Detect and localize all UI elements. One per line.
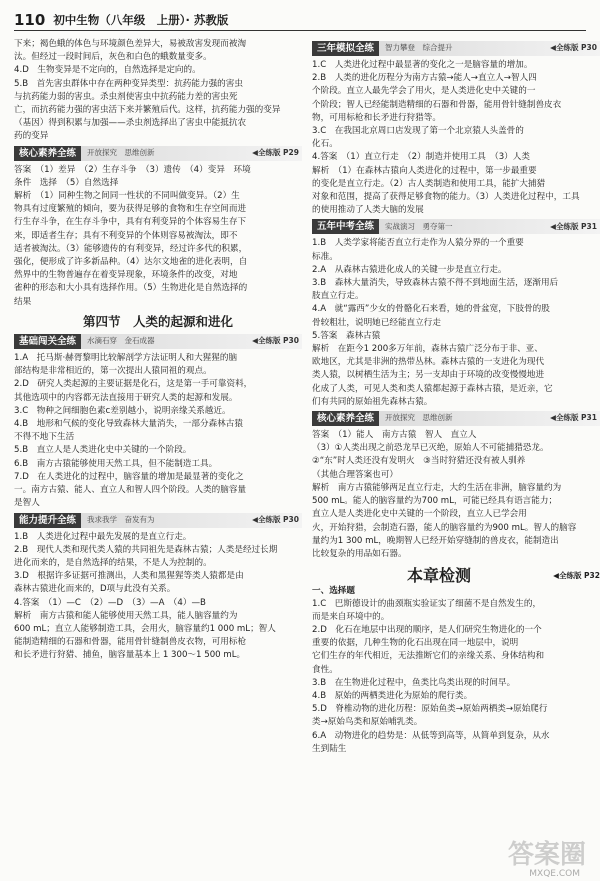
text-line: 肢直立行走。 <box>312 291 364 302</box>
text-line: 一。南方古猿、能人、直立人和智人四个阶段。人类的脑容量 <box>14 485 247 496</box>
text-line: 1.A 托马斯·赫胥黎明比较解剖学方法证明人和大猩猩的脑 <box>14 353 238 364</box>
text-line: 和长矛进行狩猎、捕鱼，脑容量基本上 1 300～1 500 mL。 <box>14 650 246 661</box>
text-line: 6.A 动物进化的趋势是：从低等到高等，从简单到复杂，从水 <box>312 730 550 741</box>
text-line: 解析 （1）在森林古猿向人类进化的过程中，第一步最重要 <box>312 165 537 176</box>
text-line: 5.B 直立人是人类进化史中关键的一个阶段。 <box>14 445 192 456</box>
text-line: 骨较粗壮，说明她已经能直立行走 <box>312 317 441 328</box>
text-line: 适者被淘汰。（3）能够遗传的有利变异，经过许多代的积累， <box>14 243 248 254</box>
text-line: 化成了人类，可见人类和类人猿都起源于森林古猿，是近亲，它 <box>312 383 553 394</box>
text-line: 3.B 在生物进化过程中，鱼类比鸟类出现的时间早。 <box>312 677 516 688</box>
bar-page-ref: ◀全练版 P30 <box>252 514 299 524</box>
bar-title: 核心素养全练 <box>14 146 81 161</box>
answer-block-exam <box>312 237 600 408</box>
text-line: 重要的依据，几种生物的化石出现在同一地层中，说明 <box>312 638 519 649</box>
text-line: 1.C 巴斯德设计的曲颈瓶实验证实了细菌不是自然发生的， <box>312 598 542 609</box>
text-line: 2.B 现代人类和现代类人猿的共同祖先是森林古猿；人类是经过长期 <box>14 544 278 555</box>
text-line: 4.B 地形和气候的变化导致森林大量消失，一部分森林古猿 <box>14 419 243 430</box>
text-line: 1.B 人类学家将能否直立行走作为人猿分界的一个重要 <box>312 238 524 249</box>
page-number: 110 <box>14 11 46 29</box>
section-title: 第四节 人类的起源和进化 <box>82 313 233 329</box>
text-line: 类人猿，以树栖生活为主；另一支却由于环境的改变慢慢地进 <box>312 370 545 381</box>
text-line: （其他合理答案也可） <box>312 469 398 480</box>
left-column <box>14 38 302 663</box>
text-line: 4.D 生物变异是不定向的，自然选择是定向的。 <box>14 65 201 76</box>
bar-title: 核心素养全练 <box>312 411 379 426</box>
text-line: 3.C 物种之间细胞色素c差别越小，说明亲缘关系越近。 <box>14 405 231 416</box>
text-line: 下来；褐色蛾的体色与环境颜色差异大，易被敌害发现而被淘 <box>14 39 247 49</box>
chapter-page-ref: ◀全练版 P32 <box>553 571 600 581</box>
text-line: 5.B 首先害虫群体中存在两种变异类型：抗药能力强的害虫 <box>14 78 243 89</box>
section-bar-three-year <box>312 41 600 56</box>
answer-block-choice <box>312 598 600 755</box>
text-line: 量约为1 300 mL，晚期智人已经开始穿缝制的兽皮衣，能制造出 <box>312 535 559 546</box>
text-line: 2.B 人类的进化历程分为南方古猿→能人→直立人→智人四 <box>312 73 537 84</box>
text-line: 欧地区，尤其是非洲的热带丛林。森林古猿的一支进化为现代 <box>312 357 545 368</box>
bar-title: 三年模拟全练 <box>312 41 379 56</box>
text-line: 其他选项中的内容都无法直接用于研究人类的起源和发展。 <box>14 392 238 403</box>
section-bar-core-literacy-2 <box>312 411 600 426</box>
section-bar-core-literacy <box>14 146 302 161</box>
text-line: 5.答案 森林古猿 <box>312 330 381 341</box>
text-line: 亡，而抗药能力强的害虫活下来并繁殖后代。这样，抗药能力强的变异 <box>14 105 281 116</box>
text-line: 然界中的生物普遍存在着变异现象，环境条件的改变，对地 <box>14 270 238 281</box>
chapter-test-header <box>312 566 600 586</box>
chapter-test-title: 本章检测 <box>407 566 472 586</box>
text-line: 4.答案 （1）直立行走 （2）制造并使用工具 （3）人类 <box>312 152 530 163</box>
answer-block-core <box>14 164 302 308</box>
text-line: 物，可用标枪和长矛进行狩猎等。 <box>312 112 441 123</box>
bar-page-ref: ◀全练版 P31 <box>550 221 597 231</box>
text-line: 直立人是人类进化史中关键的一个阶段，直立人已学会用 <box>312 509 527 520</box>
answer-block-core-2 <box>312 429 600 560</box>
text-line: 解析 （1）同种生物之间同一性状的不同叫做变异。（2）生 <box>14 191 240 202</box>
text-line: 类→原始鸟类和原始哺乳类。 <box>312 717 423 728</box>
text-line: 4.答案 （1）—C （2）—D （3）—A （4）—B <box>14 597 206 608</box>
text-line: 解析 南方古猿和能人能够使用天然工具，能人脑容量约为 <box>14 610 238 621</box>
text-line: 2.D 化石在地层中出现的顺序，是人们研究生物进化的一个 <box>312 624 542 635</box>
text-line: 强化，便形成了许多新品种。（4）达尔文地雀的进化表明，自 <box>14 257 248 268</box>
answer-block-basic <box>14 352 302 509</box>
section-bar-basic <box>14 334 302 349</box>
answer-block-top <box>14 38 302 143</box>
text-line: 2.D 研究人类起源的主要证据是化石，这是第一手可靠资料， <box>14 379 253 390</box>
text-line: 3.C 在我国北京周口店发现了第一个北京猿人头盖骨的 <box>312 126 524 137</box>
text-line: 部结构是非常相近的，第一次提出人猿同祖的观点。 <box>14 366 212 377</box>
bar-page-ref: ◀全练版 P30 <box>252 336 299 346</box>
text-line: 与抗药能力弱的害虫。杀虫剂使害虫中抗药能力差的害虫死 <box>14 91 238 102</box>
text-line: 1.B 人类进化过程中最先发展的是直立行走。 <box>14 531 192 542</box>
section-bar-five-year <box>312 219 600 234</box>
text-line: 1.C 人类进化过程中最显著的变化之一是脑容量的增加。 <box>312 60 533 70</box>
text-line: 标准。 <box>312 251 338 262</box>
text-line: 雀种的形态和大小具有选择作用。（5）生物进化是自然选择的 <box>14 283 248 294</box>
book-title: 初中生物（八年级 上册）· 苏教版 <box>53 13 229 27</box>
bar-title: 基础闯关全练 <box>14 334 81 349</box>
bar-subtitle: 开放探究 思维创新 <box>385 413 453 423</box>
text-line: 解析 南方古猿能够两足直立行走，大约生活在非洲，脑容量约为 <box>312 482 562 493</box>
text-line: 能制造精细的石器和骨器，能用骨针缝制兽皮衣物，可用标枪 <box>14 637 247 648</box>
watermark-logo: 答案圈 <box>507 840 586 870</box>
text-line: 火，开始狩猎，会制造石器，能人的脑容量约为900 mL。智人的脑容 <box>312 522 577 533</box>
text-line: 汰。但经过一段时间后，灰色和白色的蛾数量变多。 <box>14 52 212 63</box>
choice-heading: 一、选择题 <box>312 586 355 597</box>
watermark-url: MXQE.COM <box>529 869 580 879</box>
text-line: （3）①人类出现之前恐龙早已灭绝，原始人不可能捕猎恐龙。 <box>312 443 549 454</box>
text-line: 7.D 在人类进化的过程中，脑容量的增加是最显著的变化之 <box>14 471 244 482</box>
text-line: 不得不地下生活 <box>14 432 75 443</box>
text-line: 对象和范围，提高了获得足够食物的能力。（3）人类进化过程中，工具 <box>312 192 580 203</box>
bar-subtitle: 实战演习 勇夺第一 <box>385 221 453 231</box>
text-line: 3.D 根据许多证据可推测出，人类和黑猩猩等类人猿都是由 <box>14 571 244 582</box>
text-line: 药的变异 <box>14 131 49 142</box>
bar-title: 五年中考全练 <box>312 219 379 234</box>
section-bar-ability <box>14 513 302 528</box>
text-line: 4.B 原始的两栖类进化为原始的爬行类。 <box>312 690 473 701</box>
text-line: 进化而来的，是自然选择的结果，不是人为控制的。 <box>14 557 212 568</box>
text-line: 个阶段。直立人最先学会了用火，是人类进化史中关键的一 <box>312 86 536 97</box>
bar-page-ref: ◀全练版 P30 <box>550 43 597 53</box>
bar-page-ref: ◀全练版 P31 <box>550 413 597 423</box>
page-header <box>14 8 586 31</box>
answer-block-ability <box>14 531 302 662</box>
bar-title: 能力提升全练 <box>14 513 81 528</box>
answer-block-simulation <box>312 59 600 216</box>
text-line: 3.B 森林大量消失，导致森林古猿不得不到地面生活，逐渐用后 <box>312 278 559 289</box>
bar-subtitle: 智力攀登 综合提升 <box>385 43 453 53</box>
text-line: 6.B 南方古猿能够使用天然工具，但不能制造工具。 <box>14 458 218 469</box>
bar-subtitle: 开放探究 思维创新 <box>87 148 155 158</box>
text-line: 行生存斗争，在生存斗争中，具有有利变异的个体容易生存下 <box>14 217 247 228</box>
text-line: 它们生存的年代相近，无法推断它们的亲缘关系、身体结构和 <box>312 651 545 662</box>
text-line: ②“东”时人类还没有发明火 ③当时狩猎还没有被人驯养 <box>312 456 526 467</box>
text-line: 比较复杂的用品如石器。 <box>312 548 407 559</box>
text-line: 条件 选择 （5）自然选择 <box>14 177 119 188</box>
text-line: 的使用推动了人类大脑的发展 <box>312 205 424 216</box>
text-line: 生到陆生 <box>312 743 347 754</box>
text-line: 600 mL；直立人能够制造工具，会用火，脑容量约1 000 mL；智人 <box>14 623 276 634</box>
text-line: 的变化是直立行走。（2）古人类制造和使用工具，能扩大捕猎 <box>312 178 546 189</box>
text-line: 解析 在距今1 200多万年前，森林古猿广泛分布于非、亚、 <box>312 344 543 355</box>
text-line: 是智人 <box>14 498 40 509</box>
text-line: （基因）得到积累与加强——杀虫剂选择出了害虫中能抵抗农 <box>14 118 247 129</box>
text-line: 答案 （1）差异 （2）生存斗争 （3）遗传 （4）变异 环境 <box>14 164 251 175</box>
text-line: 们有共同的原始祖先森林古猿。 <box>312 396 433 407</box>
text-line: 结果 <box>14 296 32 307</box>
bar-subtitle: 我求我学 奋发有为 <box>87 514 155 524</box>
text-line: 个阶段；智人已经能制造精细的石器和骨器，能用骨针缝制兽皮衣 <box>312 99 562 110</box>
text-line: 食性。 <box>312 664 338 675</box>
bar-page-ref: ◀全练版 P29 <box>252 148 299 158</box>
text-line: 答案 （1）能人 南方古猿 智人 直立人 <box>312 430 477 441</box>
text-line: 而是来自环境中的。 <box>312 611 390 622</box>
text-line: 2.A 从森林古猿进化成人的关键一步是直立行走。 <box>312 264 507 275</box>
text-line: 物具有过度繁殖的倾向，要为获得足够的食物和生存空间而进 <box>14 204 247 215</box>
text-line: 化石。 <box>312 139 338 150</box>
bar-subtitle: 水滴石穿 金石成器 <box>87 336 155 346</box>
text-line: 500 mL。能人的脑容量约为700 mL，可能已经具有语言能力； <box>312 496 558 507</box>
right-column <box>312 38 600 756</box>
text-line: 来，即适者生存；具有不利变异的个体则容易被淘汰，即不 <box>14 230 238 241</box>
text-line: 5.D 脊椎动物的进化历程：原始鱼类→原始两栖类→原始爬行 <box>312 704 548 715</box>
text-line: 森林古猿进化而来的，D项与此没有关系。 <box>14 584 176 595</box>
text-line: 4.A 就“露西”少女的骨骼化石来看，她的骨盆宽，下肢骨的股 <box>312 304 550 315</box>
